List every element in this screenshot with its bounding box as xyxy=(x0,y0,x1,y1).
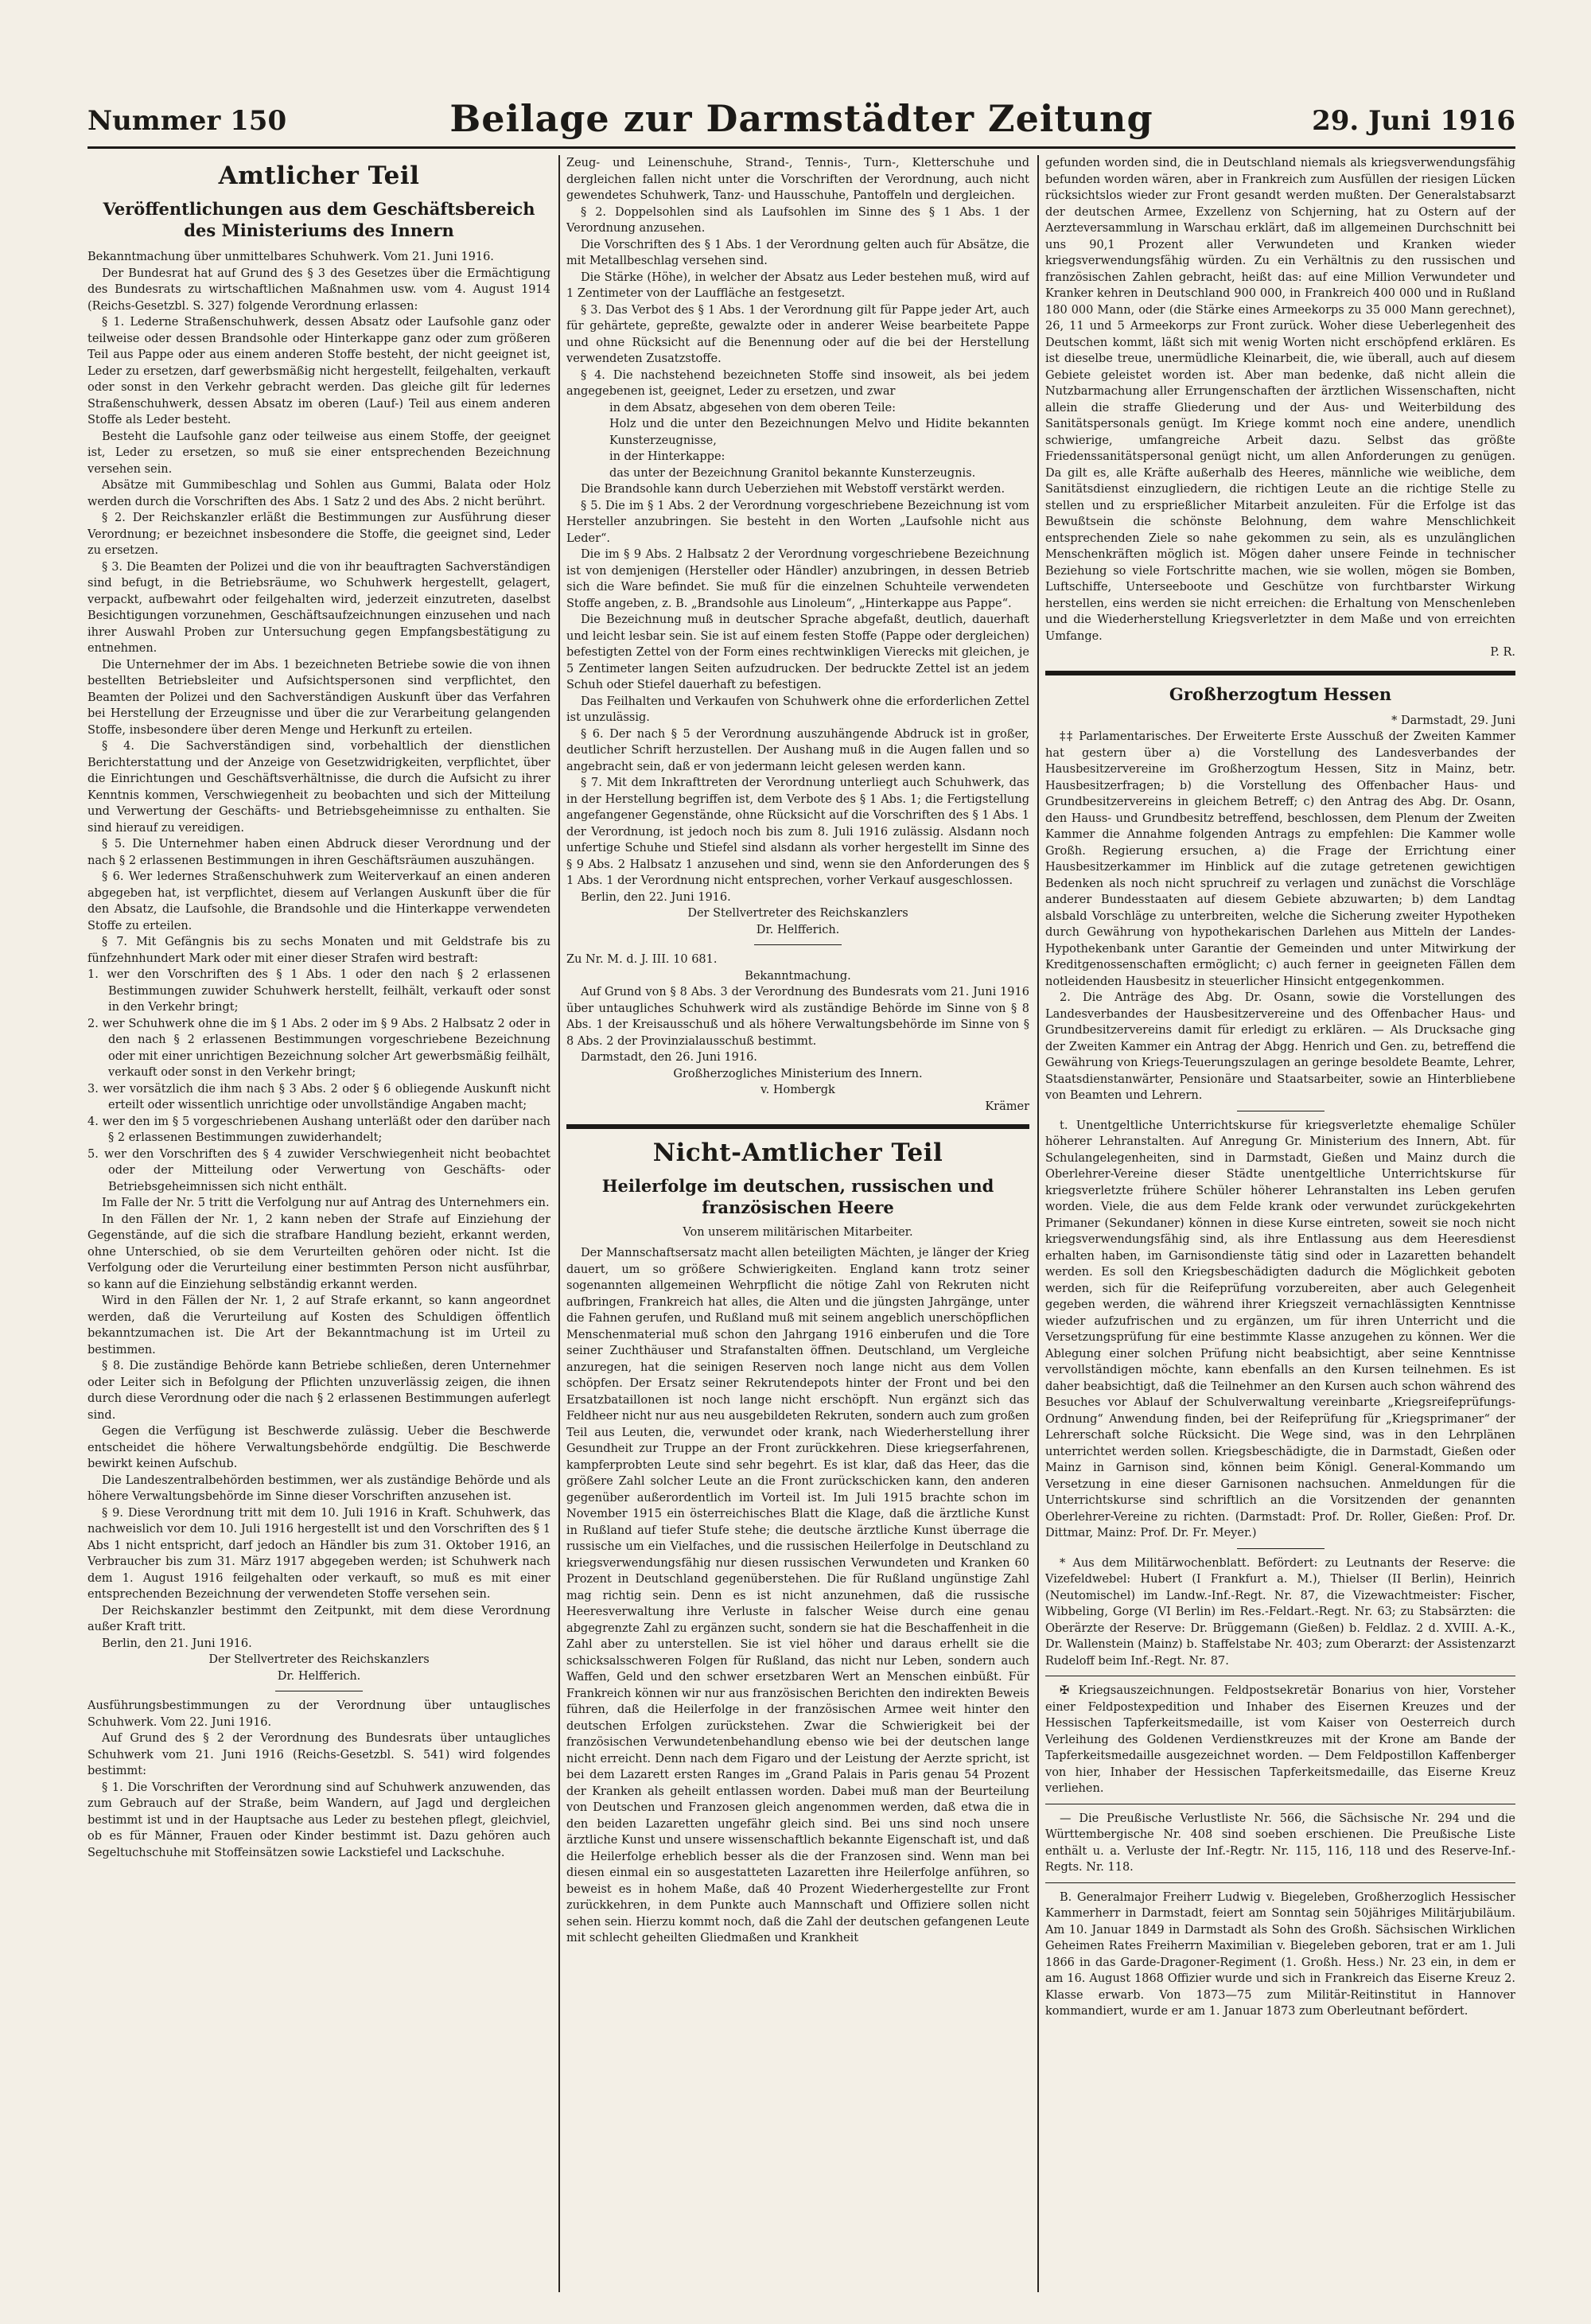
section-heading: Heilerfolge im deutschen, russischen und französischen Heere xyxy=(601,1176,994,1217)
article-paragraph: das unter der Bezeichnung Granitol bekannte Kunsterzeugnis. xyxy=(609,466,976,480)
article-paragraph: § 4. Die Sachverständigen sind, vorbehaltlich der dienstlichen Berichterstattung und der Anzeige von Gesetzwidrigkeiten, verpflichtet, über die Einrichtungen und Geschäftsverhältnisse, die durch die Aufsicht zu ihrer Kenntnis kommen, Verschwiegenheit zu beobachten und sich der Mitteilung und Verwertung der Geschäfts- und Betriebsgeheimnisse zu enthalten. Sie sind hierauf zu vereidigen. xyxy=(88,740,550,835)
article-paragraph: Besteht die Laufsohle ganz oder teilweise aus einem Stoffe, der geeignet ist, Leder zu ersetzen, so muß sie einer entsprechenden Bezeichnung versehen sein. xyxy=(88,430,550,476)
article-paragraph: § 3. Die Beamten der Polizei und die von ihr beauftragten Sachverständigen sind befugt, in die Betriebsräume, wo Schuhwerk hergestellt, gelagert, verpackt, aufbewahrt oder feilgehalten wird, jederzeit einzutreten, daselbst Besichtigungen vorzunehmen, Geschäftsaufzeichnungen einzusehen und nach ihrer Auswahl Proben zur Untersuchung gegen Empfangsbestätigung zu entnehmen. xyxy=(88,560,550,655)
article-paragraph: Der Bundesrat hat auf Grund des § 3 des Gesetzes über die Ermächtigung des Bundesrats zu wirtschaftlichen Maßnahmen usw. vom 4. August 1914 (Reichs-Gesetzbl. S. 327) folgende Verordnung erlassen: xyxy=(88,267,550,313)
section-divider xyxy=(1045,1882,1515,1883)
article-paragraph: Ausführungsbestimmungen zu der Verordnung über untauglisches Schuhwerk. Vom 22. Juni 1916. xyxy=(88,1699,550,1729)
article-paragraph: Dr. Helfferich. xyxy=(756,923,840,936)
article-paragraph: Das Feilhalten und Verkaufen von Schuhwerk ohne die erforderlichen Zettel ist unzulässig. xyxy=(566,695,1029,724)
article-paragraph: Bekanntmachung. xyxy=(745,969,851,983)
article-paragraph: Die Unternehmer der im Abs. 1 bezeichneten Betriebe sowie die von ihnen bestellten Betriebsleiter und Aufsichtspersonen sind verpflichtet, den Beamten der Polizei und den Sachverständigen Auskunft über das Verfahren bei Herstellung der Erzeugnisse und über die zur Verarbeitung gelangenden Stoffe, insbesondere über deren Menge und Herkunft zu erteilen. xyxy=(88,658,550,737)
section-divider xyxy=(1045,671,1515,675)
article-paragraph: Die Stärke (Höhe), in welcher der Absatz aus Leder bestehen muß, wird auf 1 Zentimeter von der Lauffläche an festgesetzt. xyxy=(566,271,1029,300)
article-paragraph: Der Mannschaftsersatz macht allen beteiligten Mächten, je länger der Krieg dauert, um so größere Schwierigkeiten. England kann trotz seiner sogenannten allgemeinen Wehrpflicht die nötige Zahl von Rekruten nicht aufbringen, Frankreich hat alles, die Alten und die jüngsten Jahrgänge, unter die Fahnen gerufen, und Rußland muß mit seinem angeblich unerschöpflichen Menschenmaterial muß schon den Jahrgang 1916 einberufen und die Tore seiner Zuchthäuser und Strafanstalten öffnen. Deutschland, um Vergleiche anzuregen, hat die seinigen Reserven noch lange nicht aus dem Vollen schöpfen. Der Ersatz seiner Rekrutendepots hinter der Front und bei den Ersatzbataillonen ist noch lange nicht erschöpft. Nun ergänzt sich das Feldheer nicht nur aus neu ausgebildeten Rekruten, sondern auch zum großen Teil aus Leuten, die, verwundet oder krank, nach Wiederherstellung ihrer Gesundheit zur Truppe an der Front zurückkehren. Diese kriegserfahrenen, kampferprobten Leute sind sehr begehrt. Es ist klar, daß das Heer, das die größere Zahl solcher Leute an die Front zurückschicken kann, den anderen gegenüber außerordentlich im Vorteil ist. Im Juli 1915 brachte schon im November 1915 ein österreichisches Blatt die Klage, daß die ärztliche Kunst in Rußland auf tiefer Stufe stehe; die deutsche ärztliche Kunst überrage die russische um ein Vielfaches, und die russischen Heilerfolge in Deutschland zu kriegsverwendungsfähig nur diesen russischen Verwundeten und Kranken 60 Prozent in Deutschland gegenüberstehen. Die für Rußland ungünstige Zahl mag richtig sein. Denn es ist nicht anzunehmen, daß die russische Heeresverwaltung ihre Verluste in falscher Weise durch eine genau abgegrenzte Zahl zu ergänzen sucht, sondern sie hat die Beschaffenheit in die Zahl aber zu unterstellen. Sie ist viel höher und daraus erhellt sie die schicksalsschweren Folgen für Rußland, das nicht nur Leben, sondern auch Waffen, Geld und den schwer ersetzbaren Wert an Menschen einbüßt. Für Frankreich können wir nur aus französischen Berichten den indirekten Beweis führen, daß die Heilerfolge in der französischen Armee weit hinter den deutschen Erfolgen zurückstehen. Zwar die Schwierigkeit bei der französischen Verwundetenbehandlung ebenso wie bei der deutschen lange nicht erreicht. Denn nach dem Figaro und der Leistung der Aerzte spricht, ist bei dem Lazarett ersten Ranges im „Grand Palais in Paris genau 54 Prozent der Kranken als geheilt entlassen worden. Dabei muß man der Beurteilung von Deutschen und Franzosen gleich angenommen werden, daß etwa die in den beiden Lazaretten ungefähr gleich sind. Bei uns sind noch unsere ärztliche Kunst und unsere wissenschaftlich bekannte Eigenschaft ist, und daß die Heilerfolge erheblich besser als die der Franzosen sind. Wenn man bei diesen einmal ein so ausgestatteten Lazaretten ihre Heilerfolge anführen, so beweist es in hohem Maße, daß 40 Prozent Wiederhergestellte zur Front zurückkehren, in dem Punkte auch Mannschaft und Offiziere sollen nicht sehen sein. Hierzu kommt noch, daß die Zahl der deutschen gefangenen Leute mit schlecht geheilten Gliedmaßen und Krankheit xyxy=(566,1247,1029,1944)
article-paragraph: 1. wer den Vorschriften des § 1 Abs. 1 oder den nach § 2 erlassenen Bestimmungen zuwider Schuhwerk herstellt, feilhält, verkauft oder sonst in den Verkehr bringt; xyxy=(88,968,550,1014)
section-heading: Nicht-Amtlicher Teil xyxy=(652,1139,943,1167)
article-paragraph: Wird in den Fällen der Nr. 1, 2 auf Strafe erkannt, so kann angeordnet werden, daß die Verurteilung auf Kosten des Schuldigen öffentlich bekanntzumachen ist. Die Art der Bekanntmachung ist im Urteil zu bestimmen. xyxy=(88,1294,550,1357)
article-paragraph: ‡‡ Parlamentarisches. Der Erweiterte Erste Ausschuß der Zweiten Kammer hat gestern über a) die Vorstellung des Landesverbandes der Hausbesitzervereine im Großherzogtum Hessen, Sitz in Mainz, betr. Hausbesitzerfragen; b) die Vorstellung des Offenbacher Haus- und Grundbesitzervereins in gleichem Betreff; c) den Antrag des Abg. Dr. Osann, den Hauss- und Grundbesitz betreffend, beschlossen, dem Plenum der Zweiten Kammer die Annahme folgenden Antrags zu empfehlen: Die Kammer wolle Großh. Regierung ersuchen, a) die Frage der Errichtung einer Hausbesitzerkammer im Hinblick auf die zutage getretenen gewichtigen Bedenken als noch nicht spruchreif zu verlagen und zunächst die Vorschläge anderer Bundesstaaten auf diesem Gebiete abzuwarten; b) dem Landtag alsbald Vorschläge zu unterbreiten, welche die Sicherung zweiter Hypotheken durch Gewährung von hypothekarischen Darlehen aus Mitteln der Landes-Hypothekenbank unter Garantie der Gemeinden und unter Mitwirkung der Kreditgenossenschaften ermöglicht; c) auch ferner in geeigneten Fällen dem notleidenden Hausbesitz in steuerlicher Hinsicht entgegenkommen. xyxy=(1045,730,1515,988)
article-paragraph: * Aus dem Militärwochenblatt. Befördert: zu Leutnants der Reserve: die Vizefeldwebel: Hubert (I Frankfurt a. M.), Thielser (II Berlin), Heinrich (Neutomischel) im Landw.-Inf.-Regt. Nr. 87, die Vizewachtmeister: Fischer, Wibbeling, Gorge (VI Berlin) im Res.-Feldart.-Regt. Nr. 63; zu Stabsärzten: die Oberärzte der Reserve: Dr. Brüggemann (Gießen) b. Feldlaz. 2 d. XVIII. A.-K., Dr. Wallenstein (Mainz) b. Staffelstabe Nr. 403; zum Oberarzt: der Assistenzarzt Rudeloff beim Inf.-Regt. Nr. 87. xyxy=(1045,1556,1515,1668)
article-byline: Von unserem militärischen Mitarbeiter. xyxy=(683,1226,913,1239)
article-paragraph: Zeug- und Leinenschuhe, Strand-, Tennis-, Turn-, Kletterschuhe und dergleichen fallen nicht unter die Vorschriften der Verordnung, auch nicht gewendetes Schuhwerk, Tanz- und Hausschuhe, Pantoffeln und dergleichen. xyxy=(566,157,1029,202)
article-paragraph: Die Brandsohle kann durch Ueberziehen mit Webstoff verstärkt werden. xyxy=(581,483,1006,496)
article-paragraph: § 7. Mit dem Inkrafttreten der Verordnung unterliegt auch Schuhwerk, das in der Herstellung begriffen ist, dem Verbote des § 1 Abs. 1; die Fertigstellung angefangener Gegenstände, ohne Rücksicht auf die Vorschriften des § 1 Abs. 1 der Verordnung, ist jedoch noch bis zum 8. Juli 1916 zulässig. Alsdann noch unfertige Schuhe und Stiefel sind alsdann als vorher hergestellt im Sinne des § 9 Abs. 2 Halbsatz 1 anzusehen und sind, wenn sie den Anforderungen des § 1 Abs. 1 der Verordnung nicht entsprechen, vorher Verkauf ausgeschlossen. xyxy=(566,777,1029,887)
article-paragraph: Der Reichskanzler bestimmt den Zeitpunkt, mit dem diese Verordnung außer Kraft tritt. xyxy=(88,1604,550,1633)
column-divider xyxy=(558,155,560,2292)
article-paragraph: In den Fällen der Nr. 1, 2 kann neben der Strafe auf Einziehung der Gegenstände, auf die sich die strafbare Handlung bezieht, erkannt werden, ohne Unterschied, ob sie dem Verurteilten gehören oder nicht. Ist die Verfolgung oder die Verurteilung einer bestimmten Person nicht ausführbar, so kann auf die Einziehung selbständig erkannt werden. xyxy=(88,1213,550,1291)
issue-number: Nummer 150 xyxy=(88,105,287,137)
article-paragraph: Bekanntmachung über unmittelbares Schuhwerk. Vom 21. Juni 1916. xyxy=(88,251,494,263)
masthead-rule xyxy=(88,146,1515,149)
article-paragraph: P. R. xyxy=(1490,646,1515,659)
article-paragraph: § 5. Die Unternehmer haben einen Abdruck dieser Verordnung und der nach § 2 erlassenen Bestimmungen in ihren Geschäftsräumen auszuhängen. xyxy=(88,838,550,867)
article-paragraph: Im Falle der Nr. 5 tritt die Verfolgung nur auf Antrag des Unternehmers ein. xyxy=(102,1197,550,1209)
article-paragraph: in dem Absatz, abgesehen von dem oberen Teile: xyxy=(609,401,897,415)
article-paragraph: § 7. Mit Gefängnis bis zu sechs Monaten und mit Geldstrafe bis zu fünfzehnhundert Mark oder mit einer dieser Strafen wird bestraft: xyxy=(88,936,550,965)
article-paragraph: Die Vorschriften des § 1 Abs. 1 der Verordnung gelten auch für Absätze, die mit Metallbeschlag versehen sind. xyxy=(566,238,1029,267)
article-paragraph: gefunden worden sind, die in Deutschland niemals als kriegsverwendungsfähig befunden worden wären, aber in Frankreich zum Ausfüllen der riesigen Lücken rücksichtslos wieder zur Front gesandt werden mußten. Der Generalstabsarzt der deutschen Armee, Exzellenz von Schjerning, hat zu Ostern auf der Aerzteversammlung in Warschau erklärt, daß im allgemeinen Durchschnitt bei uns 90,1 Prozent aller Verwundeten und Kranken wieder kriegsverwendungsfähig würden. Zu ein Verhältnis zu den russischen und französischen Zahlen gebracht, heißt das: auf eine Million Verwundeter und Kranker kehren in Deutschland 900 000, in Frankreich 400 000 und in Rußland 180 000 Mann, oder (die Stärke eines Armeekorps zu 35 000 Mann gerechnet), 26, 11 und 5 Armeekorps zur Front zurück. Woher diese Ueberlegenheit des Deutschen kommt, läßt sich mit wenig Worten nicht erschöpfend erklären. Es ist dieselbe treue, unermüdliche Kleinarbeit, die, wie überall, auch auf diesem Gebiete geleistet worden ist. Aber man bedenke, daß nicht allein die Nutzbarmachung aller Errungenschaften der ärztlichen Wissenschaften, nicht allein die straffe Gliederung und der Aus- und Weiterbildung des Sanitätspersonals genügt. Im Kriege kommt noch eine andere, unendlich schwierige, umfangreiche Arbeit dazu. Selbst das größte Friedenssanitätspersonal genügt nicht, um allen Anforderungen zu genügen. Da gilt es, alle Kräfte außerhalb des Heeres, männliche wie weibliche, dem Sanitätsdienst einzugliedern, die richtigen Leute an die richtige Stelle zu stellen und zu ersprießlicher Mitarbeit anzuleiten. Für die Erfolge ist das Bewußtsein die schönste Belohnung, dem wahre Menschlichkeit entsprechenden Ziele so nahe gekommen zu sein, als es unzulänglichen Menschenkräften möglich ist. Mögen daher unsere Feinde in technischer Beziehung so viele Fortschritte machen, wie sie wollen, mögen sie Bomben, Luftschiffe, Unterseeboote und Geschütze von furchtbarster Wirkung herstellen, eins werden sie nicht erreichen: die Erhaltung von Menschenleben und die Wiederherstellung Kriegsverletzter in dem Maße und von erreichten Umfange. xyxy=(1045,157,1515,643)
article-paragraph: § 2. Der Reichskanzler erläßt die Bestimmungen zur Ausführung dieser Verordnung; er bezeichnet insbesondere die Stoffe, die geeignet sind, Leder zu ersetzen. xyxy=(88,512,550,557)
article-paragraph: Dr. Helfferich. xyxy=(277,1669,361,1683)
article-paragraph: 5. wer den Vorschriften des § 4 zuwider Verschwiegenheit nicht beobachtet oder der Mitteilung oder Verwertung von Geschäfts- oder Betriebsgeheimnissen sich nicht enthält. xyxy=(88,1147,550,1193)
article-paragraph: § 3. Das Verbot des § 1 Abs. 1 der Verordnung gilt für Pappe jeder Art, auch für gehärtete, gepreßte, gewalzte oder in anderer Weise bearbeitete Pappe und ohne Rücksicht auf die Benennung oder auf die bei der Herstellung verwendeten Zusatzstoffe. xyxy=(566,303,1029,365)
article-paragraph: B. Generalmajor Freiherr Ludwig v. Biegeleben, Großherzoglich Hessischer Kammerherr in Darmstadt, feiert am Sonntag sein 50jähriges Militärjubiläum. Am 10. Januar 1849 in Darmstadt als Sohn des Großh. Sächsischen Wirklichen Geheimen Rates Freiherrn Maximilian v. Biegeleben geboren, trat er am 1. Juli 1866 in das Garde-Dragoner-Regiment (1. Großh. Hess.) Nr. 23 ein, in dem er am 16. August 1868 Offizier wurde und sich in Frankreich das Eiserne Kreuz 2. Klasse erwarb. Von 1873—75 zum Militär-Reitinstitut in Hannover kommandiert, wurde er am 1. Januar 1873 zum Oberleutnant befördert. xyxy=(1045,1890,1515,2018)
section-divider xyxy=(1237,1548,1325,1549)
article-paragraph: 2. Die Anträge des Abg. Dr. Osann, sowie die Vorstellungen des Landesverbandes der Hausbesitzervereine und des Offenbacher Haus- und Grundbesitzervereins damit für erledigt zu erklären. — Als Drucksache ging der Zweiten Kammer ein Antrag der Abgg. Henrich und Gen. zu, betreffend die Gewährung von Kriegs-Teuerungszulagen an geringe besoldete Beamte, Lehrer, Staatsdienstanwärter, Pensionäre und Staatsarbeiter, sowie an Hinterbliebene von Beamten und Lehrern. xyxy=(1045,991,1515,1102)
section-heading: Amtlicher Teil xyxy=(218,162,420,190)
article-paragraph: in der Hinterkappe: xyxy=(609,450,725,463)
article-paragraph: Der Stellvertreter des Reichskanzlers xyxy=(687,907,908,920)
article-paragraph: Darmstadt, den 26. Juni 1916. xyxy=(581,1051,757,1064)
article-paragraph: v. Hombergk xyxy=(760,1084,835,1096)
article-paragraph: § 4. Die nachstehend bezeichneten Stoffe sind insoweit, als bei jedem angegebenen ist, geeignet, Leder zu ersetzen, und zwar xyxy=(566,368,1029,398)
article-paragraph: Die Landeszentralbehörden bestimmen, wer als zuständige Behörde und als höhere Verwaltungsbehörde im Sinne dieser Vorschriften anzusehen ist. xyxy=(88,1473,550,1503)
article-paragraph: Krämer xyxy=(985,1100,1029,1113)
article-paragraph: Die Bezeichnung muß in deutscher Sprache abgefaßt, deutlich, dauerhaft und leicht lesbar sein. Sie ist auf einem festen Stoffe (Pappe oder dergleichen) befestigten Zettel von der Form eines rechtwinkligen Vierecks mit gleichen, je 5 Zentimeter langen Seiten aufzudrucken. Der bedruckte Zettel ist an jedem Schuh oder Stiefel dauerhaft zu befestigen. xyxy=(566,613,1029,691)
article-paragraph: § 6. Wer ledernes Straßenschuhwerk zum Weiterverkauf an einen anderen abgegeben hat, ist verpflichtet, diesem auf Verlangen Auskunft über die für den Absatz, die Laufsohle, die Brandsohle und die Hinterkappe verwendeten Stoffe zu erteilen. xyxy=(88,870,550,932)
column-divider xyxy=(1037,155,1039,2292)
article-paragraph: § 1. Lederne Straßenschuhwerk, dessen Absatz oder Laufsohle ganz oder teilweise oder dessen Brandsohle oder Hinterkappe ganz oder zum größeren Teil aus Pappe oder aus einem anderen Stoffe besteht, der nicht geeignet ist, Leder zu ersetzen, darf gewerbsmäßig nicht hergestellt, feilgehalten, verkauft oder sonst in den Verkehr gebracht werden. Das gleiche gilt für ledernes Straßenschuhwerk, dessen Absatz im oberen (Lauf-) Teil aus einem anderen Stoffe als Leder besteht. xyxy=(88,316,550,426)
article-paragraph: Der Stellvertreter des Reichskanzlers xyxy=(208,1653,430,1666)
article-paragraph: § 9. Diese Verordnung tritt mit dem 10. Juli 1916 in Kraft. Schuhwerk, das nachweislich vor dem 10. Juli 1916 hergestellt ist und den Vorschriften des § 1 Abs 1 nicht entspricht, darf jedoch an Händler bis zum 31. Oktober 1916, an Verbraucher bis zum 31. März 1917 abgegeben werden; ist Schuhwerk nach dem 1. August 1916 feilgehalten oder verkauft, so muß es mit einer entsprechenden Bezeichnung der verwendeten Stoffe versehen sein. xyxy=(88,1506,550,1601)
article-paragraph: Auf Grund von § 8 Abs. 3 der Verordnung des Bundesrats vom 21. Juni 1916 über untaugliches Schuhwerk wird als zuständige Behörde im Sinne von § 8 Abs. 1 der Kreisausschuß und als höhere Verwaltungsbehörde im Sinne von § 8 Abs. 2 der Provinzialausschuß bestimmt. xyxy=(566,986,1029,1048)
article-paragraph: Berlin, den 22. Juni 1916. xyxy=(581,890,731,904)
article-paragraph: Absätze mit Gummibeschlag und Sohlen aus Gummi, Balata oder Holz werden durch die Vorschriften des Abs. 1 Satz 2 und des Abs. 2 nicht berührt. xyxy=(88,479,550,508)
column-middle xyxy=(566,155,1029,2292)
issue-date: 29. Juni 1916 xyxy=(1312,105,1515,137)
section-divider xyxy=(566,1124,1029,1129)
column-right xyxy=(1045,155,1515,2292)
article-paragraph: Auf Grund des § 2 der Verordnung des Bundesrats über untaugliches Schuhwerk vom 21. Juni 1916 (Reichs-Gesetzbl. S. 541) wird folgendes bestimmt: xyxy=(88,1732,550,1777)
newspaper-title: Beilage zur Darmstädter Zeitung xyxy=(449,97,1153,140)
article-paragraph: Gegen die Verfügung ist Beschwerde zulässig. Ueber die Beschwerde entscheidet die höhere Verwaltungsbehörde endgültig. Die Beschwerde bewirkt keinen Aufschub. xyxy=(88,1425,550,1470)
masthead xyxy=(88,94,1515,142)
column-left xyxy=(88,155,550,2292)
article-paragraph: * Darmstadt, 29. Juni xyxy=(1391,714,1515,727)
article-paragraph: § 2. Doppelsohlen sind als Laufsohlen im Sinne des § 1 Abs. 1 der Verordnung anzusehen. xyxy=(566,205,1029,235)
article-paragraph: — Die Preußische Verlustliste Nr. 566, die Sächsische Nr. 294 und die Württembergische Nr. 408 sind soeben erschienen. Die Preußische Liste enthält u. a. Verluste der Inf.-Regtr. Nr. 115, 116, 118 und des Reserve-Inf.-Regts. Nr. 118. xyxy=(1045,1812,1515,1874)
article-paragraph: ✠ Kriegsauszeichnungen. Feldpostsekretär Bonarius von hier, Vorsteher einer Feldpostexpedition und Inhaber des Eisernen Kreuzes und der Hessischen Tapferkeitsmedaille, ist vom Kaiser von Oesterreich durch Verleihung des Goldenen Verdienstkreuzes mit der Krone am Bande der Tapferkeitsmedaille ausgezeichnet worden. — Dem Feldpostillon Kaffenberger von hier, Inhaber der Hessischen Tapferkeitsmedaille, das Eiserne Kreuz verliehen. xyxy=(1045,1684,1515,1795)
section-divider xyxy=(754,944,842,945)
article-paragraph: § 8. Die zuständige Behörde kann Betriebe schließen, deren Unternehmer oder Leiter sich in Befolgung der Pflichten unzuverlässig zeigen, die ihnen durch diese Verordnung oder die nach § 2 erlassenen Bestimmungen auferlegt sind. xyxy=(88,1360,550,1422)
article-paragraph: § 5. Die im § 1 Abs. 2 der Verordnung vorgeschriebene Bezeichnung ist vom Hersteller anzubringen. Sie besteht in den Worten „Laufsohle nicht aus Leder“. xyxy=(566,499,1029,545)
article-paragraph: Großherzogliches Ministerium des Innern. xyxy=(673,1067,923,1080)
article-paragraph: Berlin, den 21. Juni 1916. xyxy=(102,1637,252,1650)
article-paragraph: Holz und die unter den Bezeichnungen Melvo und Hidite bekannten Kunsterzeugnisse, xyxy=(609,418,1029,447)
article-paragraph: Die im § 9 Abs. 2 Halbsatz 2 der Verordnung vorgeschriebene Bezeichnung ist von demjenigen (Hersteller oder Händler) anzubringen, in dessen Betrieb sich die Ware befindet. Sie muß für die einzelnen Schuhteile verwendeten Stoffe angeben, z. B. „Brandsohle aus Linoleum“, „Hinterkappe aus Pappe“. xyxy=(566,548,1029,610)
section-heading: Veröffentlichungen aus dem Geschäftsbereich des Ministeriums des Innern xyxy=(103,199,535,240)
article-paragraph: t. Unentgeltliche Unterrichtskurse für kriegsverletzte ehemalige Schüler höherer Lehranstalten. Auf Anregung Gr. Ministerium des Innern, Abt. für Schulangelegenheiten, sind in Darmstadt, Gießen und Mainz durch die Oberlehrer-Vereine dieser Städte unentgeltliche Unterrichtskurse für kriegsverletzte frühere Schüler höherer Lehranstalten ins Leben gerufen worden. Viele, die aus dem Felde krank oder verwundet zurückgekehrten Primaner (Sekundaner) können in diese Kurse eintreten, soweit sie noch nicht kriegsverwendungsfähig sind, als ihre Entlassung aus dem Heeresdienst erhalten haben, im Garnisondienste tätig sind oder in Lazaretten behandelt werden. Es soll den Kriegsbeschädigten dadurch die Möglichkeit geboten werden, sich für die Reifeprüfung vorzubereiten, aber auch Gelegenheit gegeben werden, die während ihrer Kriegszeit vernachlässigten Kenntnisse wieder aufzufrischen und zu ergänzen, um für ihren Unterricht und die Versetzungsprüfung für eine bestimmte Klasse anzugehen zu können. Wer die Ablegung einer solchen Prüfung nicht beabsichtigt, aber seine Kenntnisse vervollständigen möchte, kann ebenfalls an den Kursen teilnehmen. Es ist daher beabsichtigt, daß die Teilnehmer an den Kursen auch schon während des Besuches vor Ablauf der Schulverwaltung vereinbarte „Kriegsreifeprüfungs-Ordnung“ Anwendung finden, bei der Reifeprüfung für „Kriegsprimaner“ der Lehrerschaft solche Rücksicht. Die Wege sind, was in den Lehrplänen unterrichtet werden sollen. Kriegsbeschädigte, die in Darmstadt, Gießen oder Mainz in Garnison sind, können beim Königl. General-Kommando um Versetzung in eine dieser Garnisonen nachsuchen. Anmeldungen für die Unterrichtskurse sind schriftlich an die Vorsitzenden der genannten Oberlehrer-Vereine zu richten. (Darmstadt: Prof. Dr. Roller, Gießen: Prof. Dr. Dittmar, Mainz: Prof. Dr. Fr. Meyer.) xyxy=(1045,1119,1515,1540)
article-paragraph: § 6. Der nach § 5 der Verordnung auszuhängende Abdruck ist in großer, deutlicher Schrift herzustellen. Der Aushang muß in die Augen fallen und so angebracht sein, daß er von jedermann leicht gelesen werden kann. xyxy=(566,727,1029,773)
article-paragraph: Zu Nr. M. d. J. III. 10 681. xyxy=(566,953,718,966)
section-heading: Großherzogtum Hessen xyxy=(1169,683,1392,704)
article-paragraph: 2. wer Schuhwerk ohne die im § 1 Abs. 2 oder im § 9 Abs. 2 Halbsatz 2 oder in den nach § 2 erlassenen Bestimmungen vorgeschriebene Bezeichnung oder mit einer unrichtigen Bezeichnung solcher Art gewerbsmäßig feilhält, verkauft oder sonst in den Verkehr bringt; xyxy=(88,1017,550,1079)
article-paragraph: 3. wer vorsätzlich die ihm nach § 3 Abs. 2 oder § 6 obliegende Auskunft nicht erteilt oder wissentlich unrichtige oder unvollständige Angaben macht; xyxy=(88,1082,550,1111)
article-paragraph: 4. wer den im § 5 vorgeschriebenen Aushang unterläßt oder den darüber nach § 2 erlassenen Bestimmungen zuwiderhandelt; xyxy=(88,1115,550,1144)
article-paragraph: § 1. Die Vorschriften der Verordnung sind auf Schuhwerk anzuwenden, das zum Gebrauch auf der Straße, beim Wandern, auf Jagd und dergleichen bestimmt ist und in der Hauptsache aus Leder zu bestehen pflegt, gleichviel, ob es für Männer, Frauen oder Kinder bestimmt ist. Dazu gehören auch Segeltuchschuhe mit Stoffeinsätzen sowie Lackstiefel und Lackschuhe. xyxy=(88,1781,550,1859)
